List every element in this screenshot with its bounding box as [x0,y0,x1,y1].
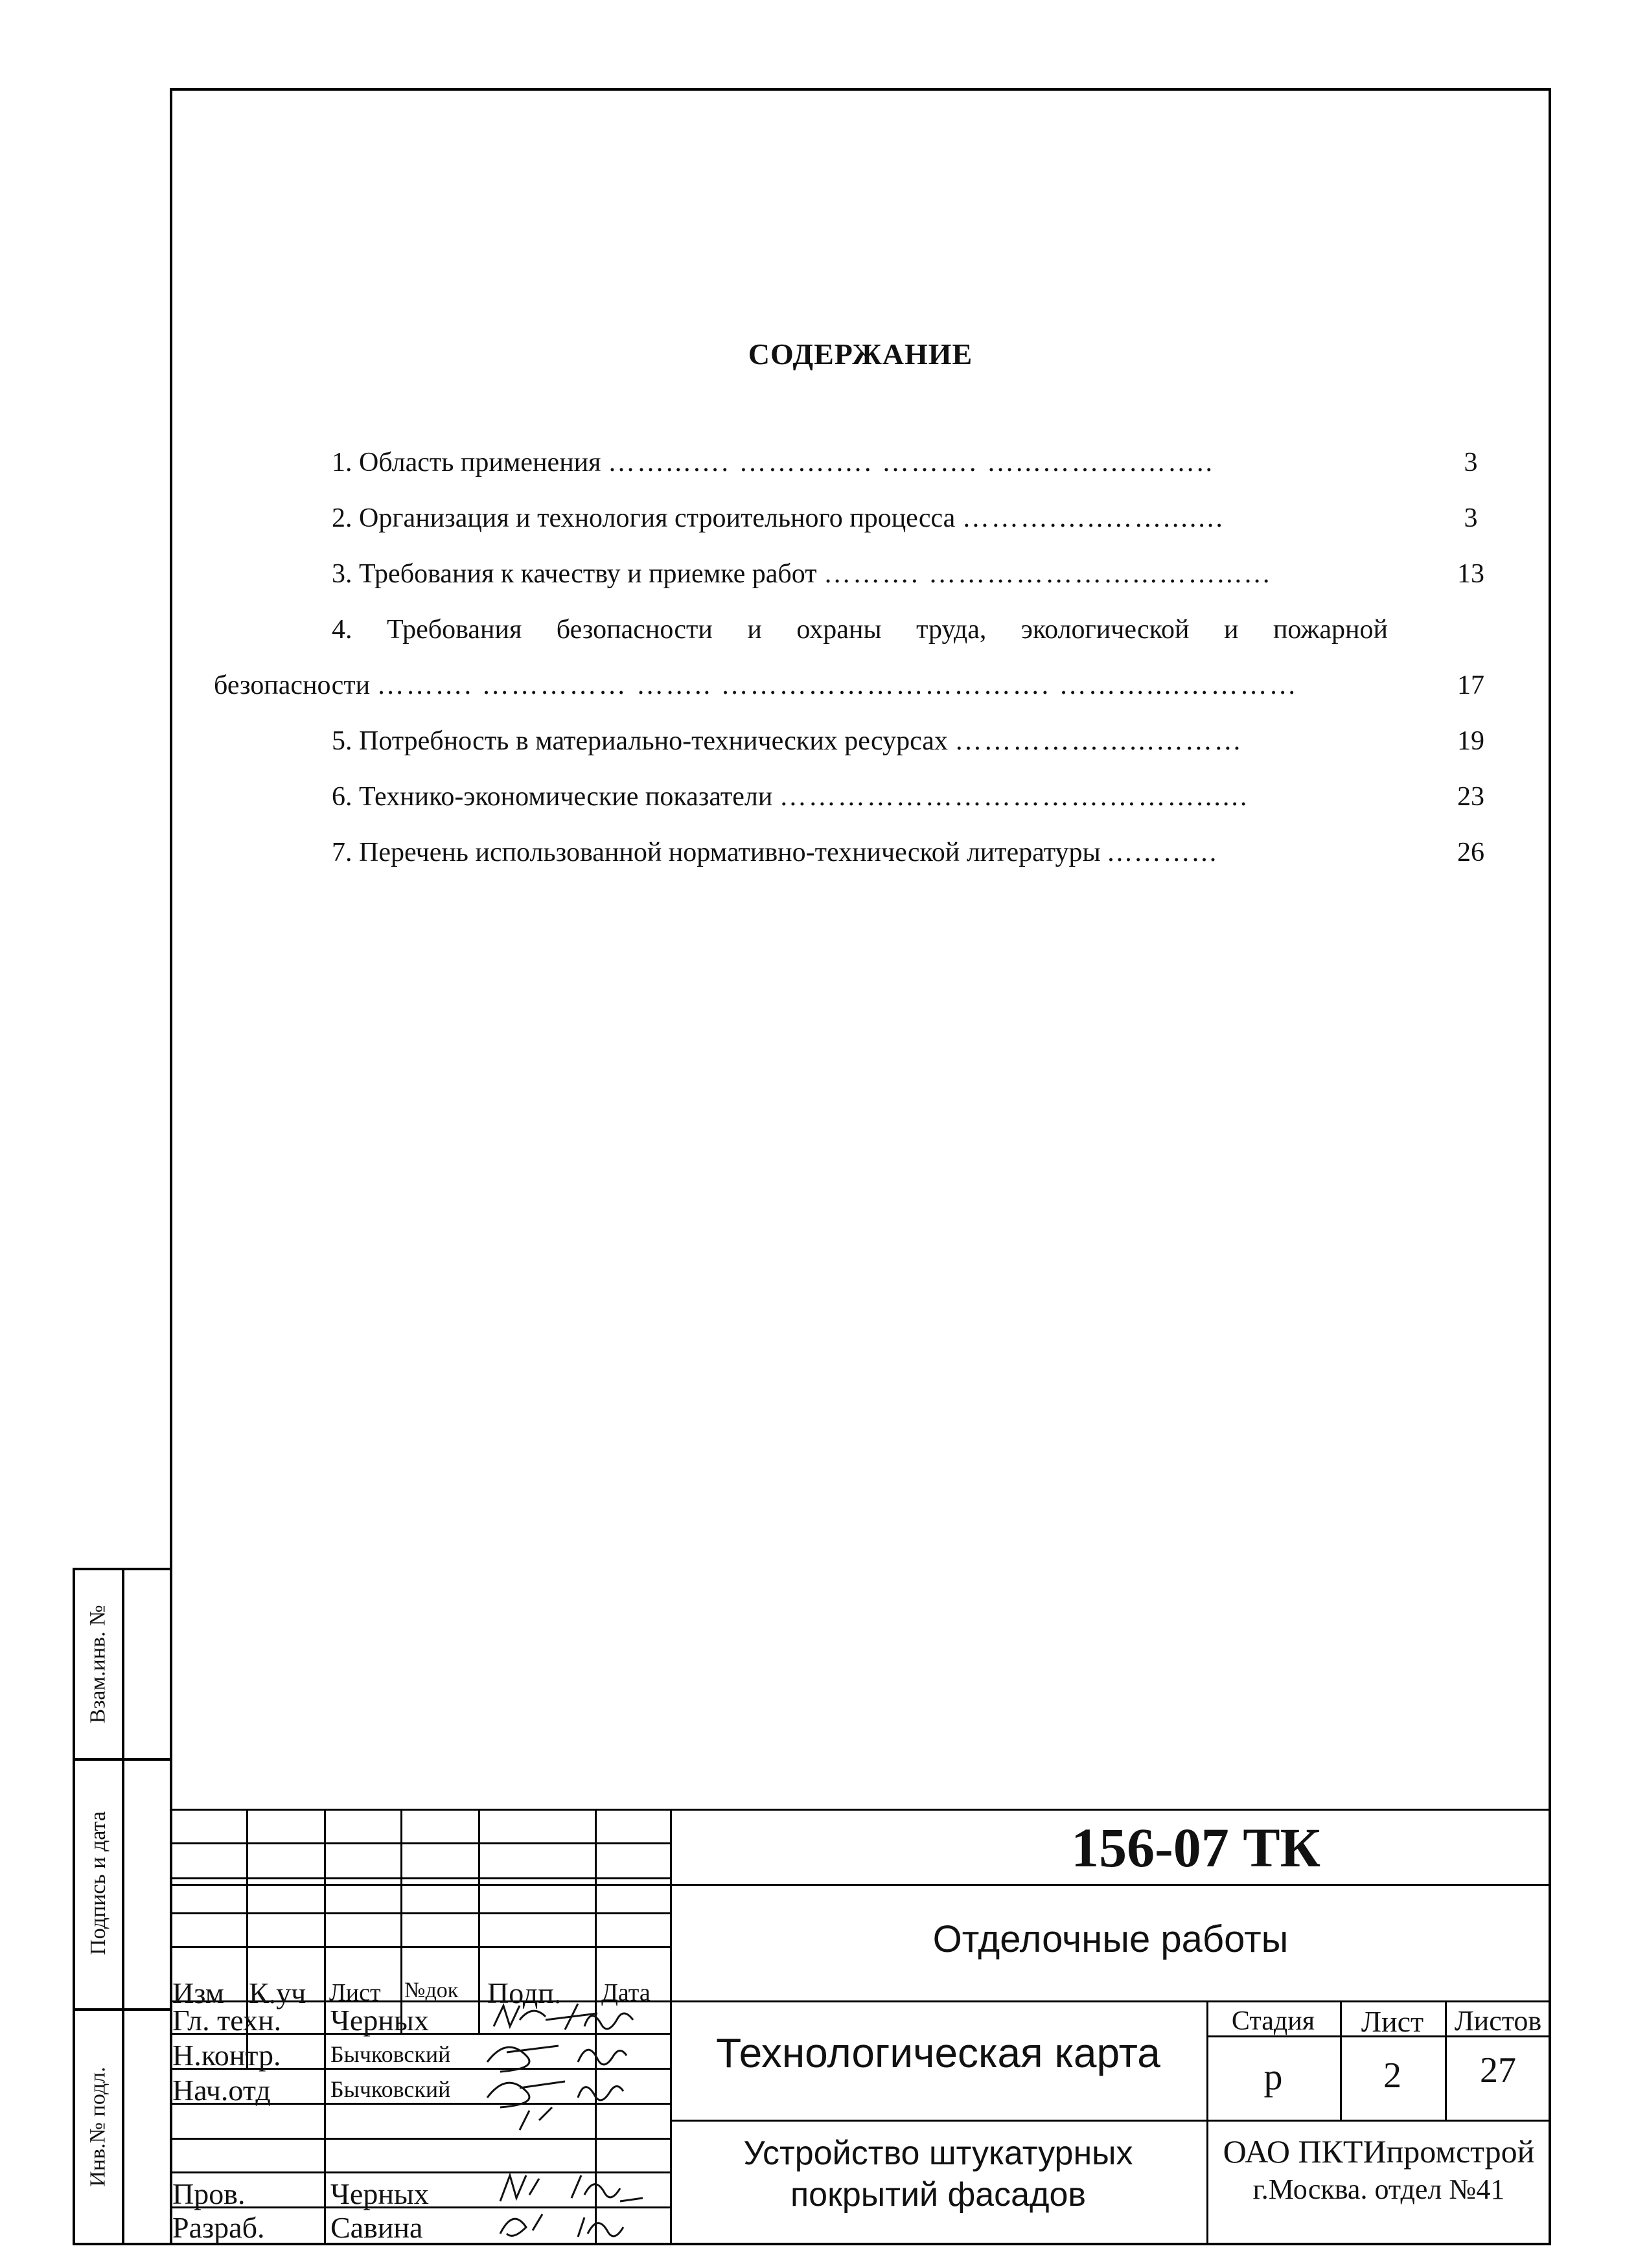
sheet-header: Лист [1361,2005,1424,2038]
tb-line [1206,2120,1551,2122]
doc-type: Технологическая карта [716,2030,1160,2076]
header-data: Дата [601,1979,651,2006]
header-ndok: №док [404,1978,459,2002]
toc-item-page: 3 [1464,448,1478,477]
toc-item-dots: ...……... [1107,838,1219,867]
doc-subject-line2: покрытий фасадов [790,2176,1086,2214]
side-inv-label: Инв.№ подл. [86,2067,111,2187]
toc-title: СОДЕРЖАНИЕ [748,338,973,371]
role-razrab: Разраб. [172,2211,265,2244]
header-izm: Изм [172,1976,224,2010]
toc-item-5 [332,726,1243,757]
toc-item-dots: …………………………….………...... [779,782,1249,812]
toc-item-dots: ……….…..……....... [962,503,1225,533]
toc-item-text: 4. Требования безопасности и охраны труда, экологической и пожарной [332,615,1388,645]
stage-header: Стадия [1231,2006,1315,2036]
toc-item-4 [332,614,1388,645]
toc-item-dots: ……...…. ……….…. ………. …...……….…….. [607,448,1214,477]
role-prov: Пров. [172,2177,246,2210]
toc-item-6 [332,781,1249,812]
toc-item-text: 1. Область применения [332,448,601,477]
role-gl-tekhn: Гл. техн. [172,2004,282,2037]
toc-item-page: 19 [1457,726,1484,756]
sheet-value: 2 [1383,2056,1401,2096]
tb-vline [1206,2000,1208,2245]
role-nach-otd: Нач.отд [172,2074,271,2107]
toc-item-text: 7. Перечень использованной нормативно-технической литературы [332,838,1101,867]
header-podp: Подп. [487,1976,562,2010]
tb-vline [478,1809,480,2033]
toc-item-3 [332,558,1273,590]
title-block [170,1809,1551,2245]
name-bychkovsky: Бычковский [330,2076,451,2102]
toc-item-page: 17 [1457,670,1484,700]
stage-value: р [1263,2056,1283,2098]
toc-item-1 [332,447,1214,478]
toc-item-7 [332,837,1218,868]
name-bychkovsky: Бычковский [330,2041,451,2067]
toc-item-text: безопасности [214,670,371,700]
toc-item-page: 3 [1464,503,1478,533]
sheets-total-header: Листов [1454,2005,1542,2037]
toc-item-page: 23 [1457,782,1484,812]
toc-item-dots: ………. …………… …….. ……………………………. ………....………… [376,670,1298,700]
side-podpis-label: Подпись и дата [86,1811,110,1955]
toc-item-dots: ………………...……… [954,726,1243,756]
org-name: ОАО ПКТИпромстрой [1223,2133,1535,2170]
side-stamp [73,1568,170,2245]
tb-vline [324,1809,326,2245]
side-divider [122,1570,124,2243]
toc-item-text: 3. Требования к качеству и приемке работ [332,559,817,589]
toc-item-4-cont [214,670,1298,701]
toc-item-text: 5. Потребность в материально-технических ресурсах [332,726,948,756]
tb-vline [400,1809,402,2033]
doc-subject-line1: Устройство штукатурных [743,2135,1133,2172]
handwritten-signatures [481,2000,675,2245]
tb-line [170,1809,1551,1811]
header-kuch: К.уч [249,1976,306,2010]
toc-item-page: 26 [1457,838,1484,867]
tb-line [670,2120,1206,2122]
role-n-kontr: Н.контр. [172,2039,281,2072]
side-vzam-label: Взам.инв. № [86,1605,111,1724]
toc-item-page: 13 [1457,559,1484,589]
name-chernykh: Черных [330,2177,429,2210]
doc-code: 156-07 ТК [1071,1816,1320,1879]
tb-line [170,1884,1551,1886]
toc-item-dots: ………. …………………...……...… [824,559,1273,589]
toc-item-text: 6. Технико-экономические показатели [332,782,773,812]
section-title: Отделочные работы [932,1918,1289,1960]
header-list: Лист [329,1979,381,2006]
sheets-total-value: 27 [1480,2050,1516,2090]
name-savina: Савина [330,2211,423,2244]
org-location: г.Москва. отдел №41 [1252,2173,1505,2205]
toc-item-2 [332,503,1225,534]
name-chernykh: Черных [330,2004,429,2037]
toc-item-text: 2. Организация и технология строительного процесса [332,503,956,533]
